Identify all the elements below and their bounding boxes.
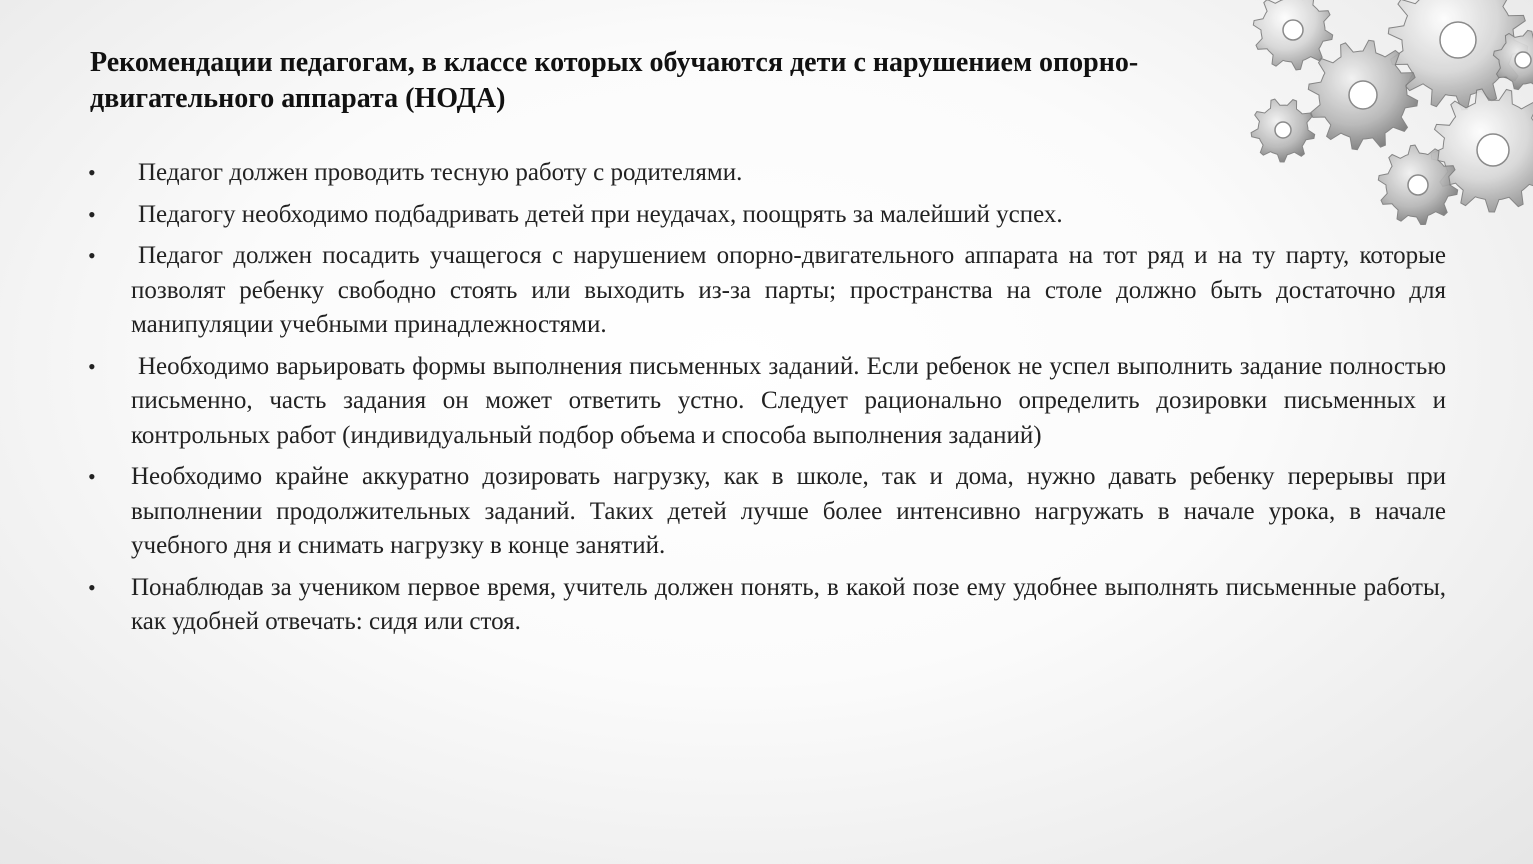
bullet-icon: • (88, 160, 96, 185)
list-item (88, 239, 1446, 343)
list-item-text: Необходимо варьировать формы выполнения письменных заданий. Если ребенок не успел выполнить задание полностью письменно, часть задания он может ответить устно. Следует рационально определить дозировки письменных и контрольных работ (индивидуальный подбор объема и способа выполнения заданий) (131, 352, 1446, 449)
gear-hole (1349, 81, 1377, 109)
gear-hole (1477, 134, 1509, 166)
list-item (88, 571, 1446, 640)
bullet-icon: • (88, 353, 96, 379)
bullet-icon: • (88, 201, 96, 227)
gear-hole (1515, 52, 1531, 68)
bullet-icon: • (88, 574, 96, 600)
bullet-icon: • (88, 464, 96, 489)
list-item-text: Понаблюдав за учеником первое время, учитель должен понять, в какой позе ему удобнее выполнять письменные работы, как удобней отвечать: сидя или стоя. (131, 573, 1446, 635)
list-item (88, 460, 1446, 564)
list-item-text: Педагогу необходимо подбадривать детей при неудачах, поощрять за малейший успех. (138, 200, 1063, 228)
gear-hole (1283, 20, 1303, 40)
list-item (88, 156, 1446, 191)
recommendations-list (88, 156, 1446, 647)
bullet-icon: • (88, 243, 96, 268)
list-item-text: Необходимо крайне аккуратно дозировать нагрузку, как в школе, так и дома, нужно давать ребенку перерывы при выполнении продолжительных заданий. Таких детей лучше более интенсивно нагружать в начале урока, в начале учебного дня и снимать нагрузку в конце занятий. (131, 463, 1446, 559)
list-item (88, 350, 1446, 454)
list-item-text: Педагог должен посадить учащегося с нарушением опорно-двигательного аппарата на тот ряд и на ту парту, которые позволят ребенку свободно стоять или выходить из-за парты; пространства на столе должно быть достаточно для манипуляции учебными принадлежностями. (131, 242, 1446, 338)
gear-hole (1275, 122, 1291, 138)
list-item (88, 198, 1446, 233)
gear-hole (1440, 22, 1476, 58)
slide-title: Рекомендации педагогам, в классе которых обучаются дети с нарушением опорно-двигательного аппарата (НОДА) (90, 47, 1139, 114)
list-item-text: Педагог должен проводить тесную работу с родителями. (138, 159, 743, 186)
